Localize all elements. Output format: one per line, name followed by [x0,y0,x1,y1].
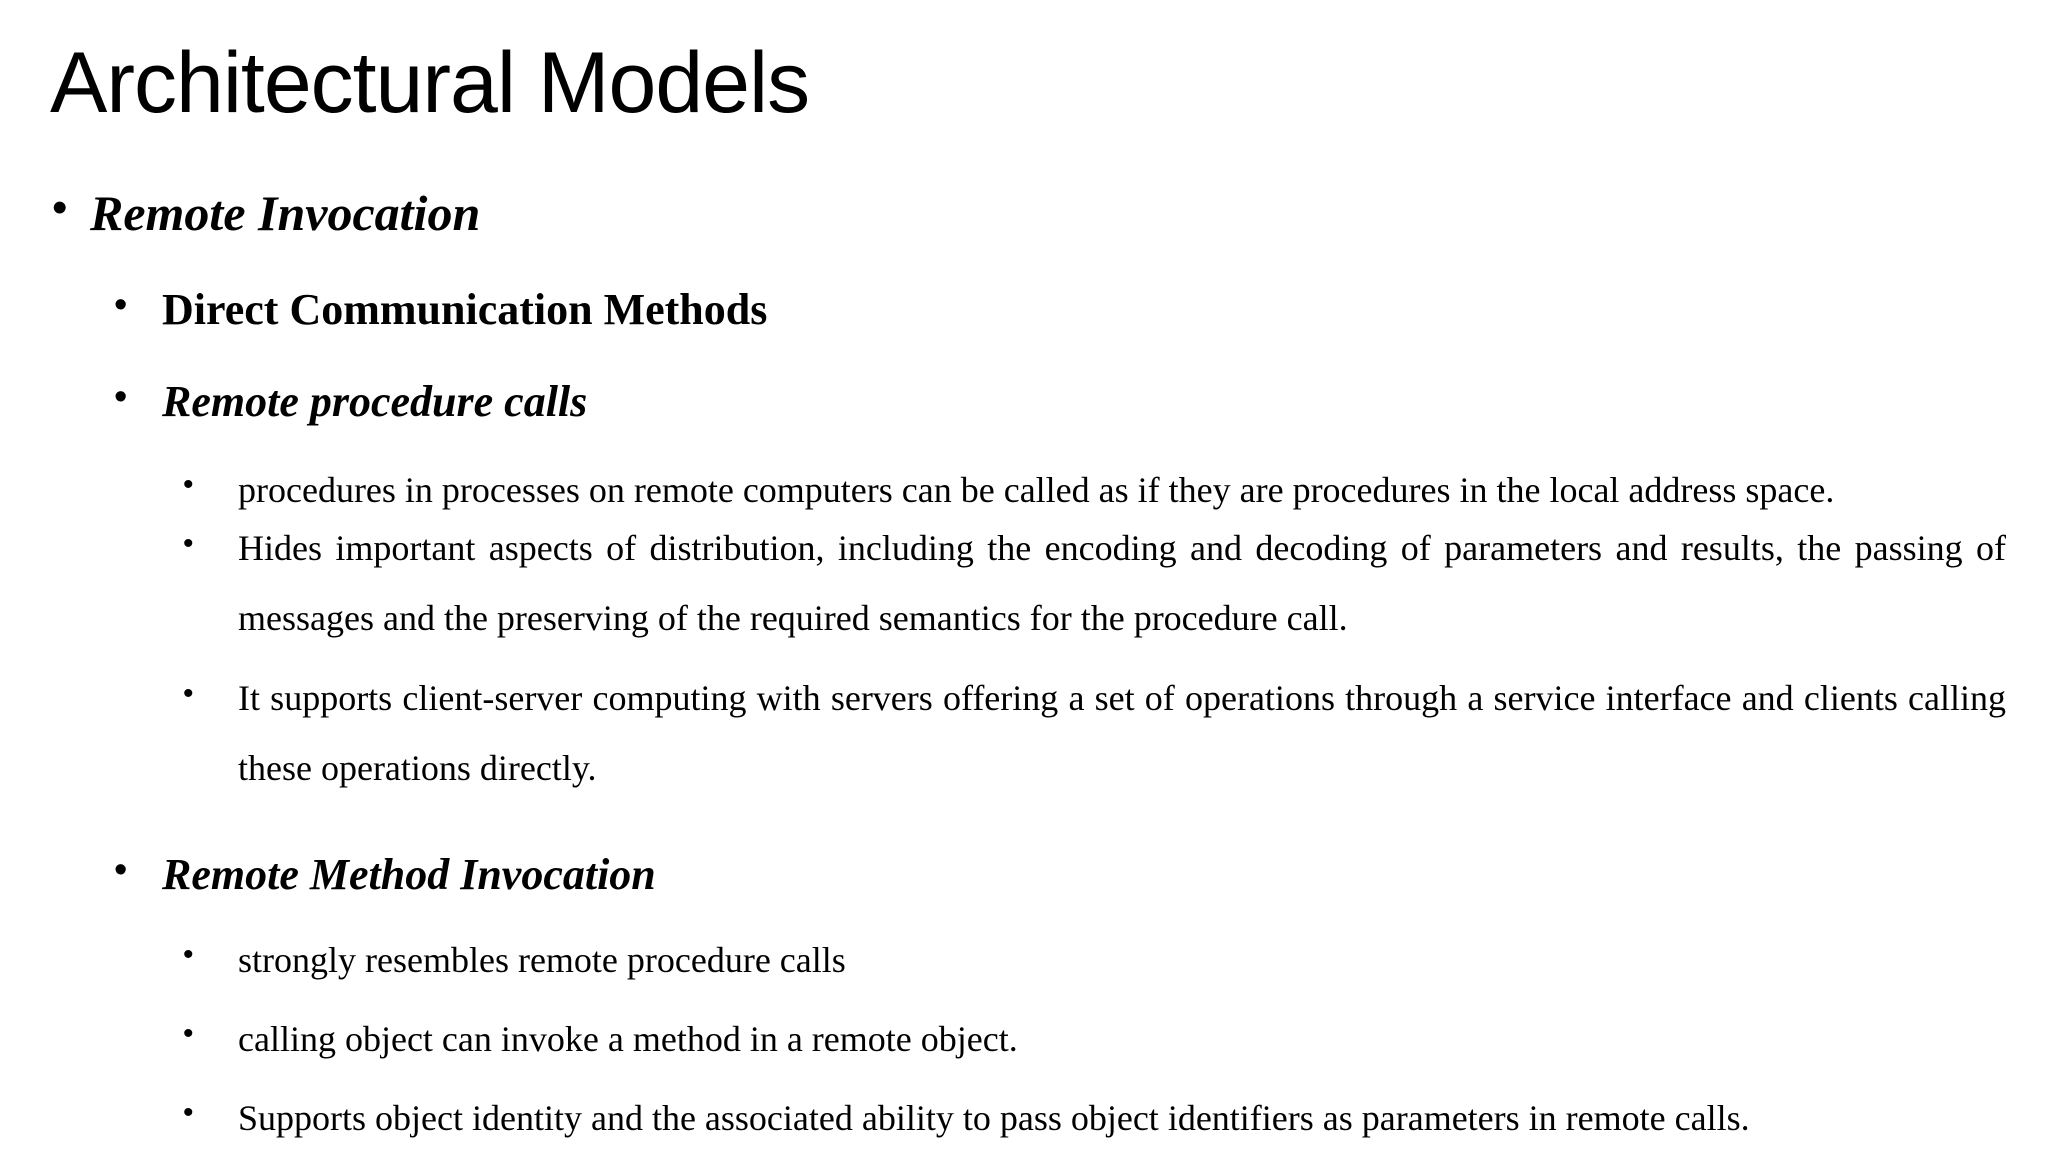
bullet-text: procedures in processes on remote computers can be called as if they are procedures in the local address space. [238,470,1835,510]
bullet-text: It supports client-server computing with servers offering a set of operations through a service interface and clients calling these operations directly. [238,678,2006,788]
bullet-dot-icon: • [114,284,128,326]
bullet-text: Hides important aspects of distribution, including the encoding and decoding of parameters and results, the passing of messages and the preserving of the required semantics for the procedure call. [238,528,2006,638]
bullet-dot-icon: • [114,376,128,418]
bullet-label: Direct Communication Methods [162,285,768,334]
bullet-text: strongly resembles remote procedure calls [238,940,846,980]
bullet-text: Supports object identity and the associated ability to pass object identifiers as parameters in remote calls. [238,1098,1750,1138]
bullet-label: Remote Method Invocation [162,850,656,899]
bullet-dot-icon: • [183,1017,194,1050]
bullet-dot-icon: • [183,938,194,971]
bullet-dot-icon: • [183,468,194,501]
bullet-text: calling object can invoke a method in a remote object. [238,1019,1018,1059]
bullet-dot-icon: • [183,527,194,560]
bullet-dot-icon: • [114,849,128,891]
bullet-dot-icon: • [52,183,68,232]
bullet-dot-icon: • [183,677,194,710]
bullet-label: Remote procedure calls [162,377,588,426]
bullet-label: Remote Invocation [90,185,481,241]
slide-title: Architectural Models [50,35,810,131]
bullet-dot-icon: • [183,1096,194,1129]
